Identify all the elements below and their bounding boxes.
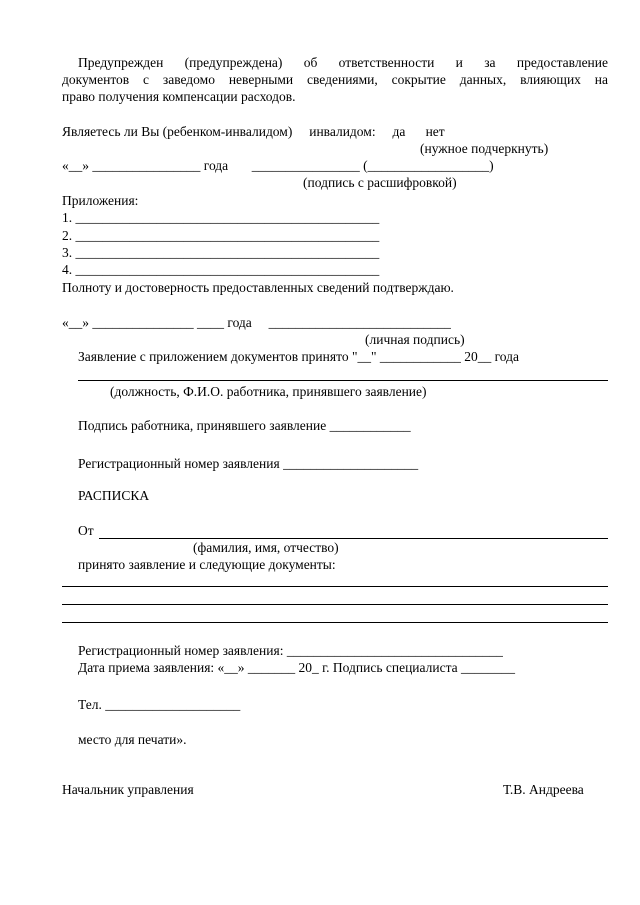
head-position: Начальник управления [62, 782, 194, 797]
phone-line: Тел. ____________________ [78, 697, 241, 712]
warning-line-2: документов с заведомо неверными сведениями, сокрытие данных, влияющих на [62, 72, 608, 87]
disability-date-line: «__» ________________ года ________________ (__________________) [62, 158, 494, 173]
worker-signature-line: Подпись работника, принявшего заявление ____________ [78, 418, 411, 433]
from-hint: (фамилия, имя, отчество) [193, 540, 339, 555]
underline-hint: (нужное подчеркнуть) [420, 141, 549, 156]
personal-signature-hint: (личная подпись) [365, 332, 465, 347]
head-name: Т.В. Андреева [503, 782, 584, 797]
receipt-accepted-line: принято заявление и следующие документы: [78, 557, 336, 572]
attachment-item-4: 4. _____________________________________________ [62, 262, 380, 277]
registration-number-line: Регистрационный номер заявления ____________________ [78, 456, 419, 471]
receipt-registration-number: Регистрационный номер заявления: ________________________________ [78, 643, 503, 658]
disability-question: Являетесь ли Вы (ребенком-инвалидом) инвалидом: да нет [62, 124, 445, 139]
confirm-statement: Полноту и достоверность предоставленных сведений подтверждаю. [62, 280, 454, 295]
from-rule [99, 538, 608, 539]
receipt-date-line: Дата приема заявления: «__» _______ 20_ г. Подпись специалиста ________ [78, 660, 516, 675]
warning-line-1: Предупрежден (предупреждена) об ответственности и за предоставление [78, 55, 608, 70]
signature-hint: (подпись с расшифровкой) [303, 175, 457, 190]
warning-line-3: право получения компенсации расходов. [62, 89, 296, 104]
acceptance-hint: (должность, Ф.И.О. работника, принявшего заявление) [110, 384, 427, 399]
attachment-item-2: 2. _____________________________________________ [62, 228, 380, 243]
documents-rule-1 [62, 586, 608, 587]
documents-rule-3 [62, 622, 608, 623]
receipt-title: РАСПИСКА [78, 488, 150, 503]
applicant-date-line: «__» _______________ ____ года ___________________________ [62, 315, 451, 330]
stamp-place: место для печати». [78, 732, 187, 747]
acceptance-line: Заявление с приложением документов принято "__" ____________ 20__ года [78, 349, 520, 364]
attachment-item-1: 1. _____________________________________________ [62, 210, 380, 225]
documents-rule-2 [62, 604, 608, 605]
attachment-item-3: 3. _____________________________________________ [62, 245, 380, 260]
acceptance-rule [78, 380, 608, 381]
receipt-from-label: От [78, 523, 94, 538]
attachments-title: Приложения: [62, 193, 139, 208]
